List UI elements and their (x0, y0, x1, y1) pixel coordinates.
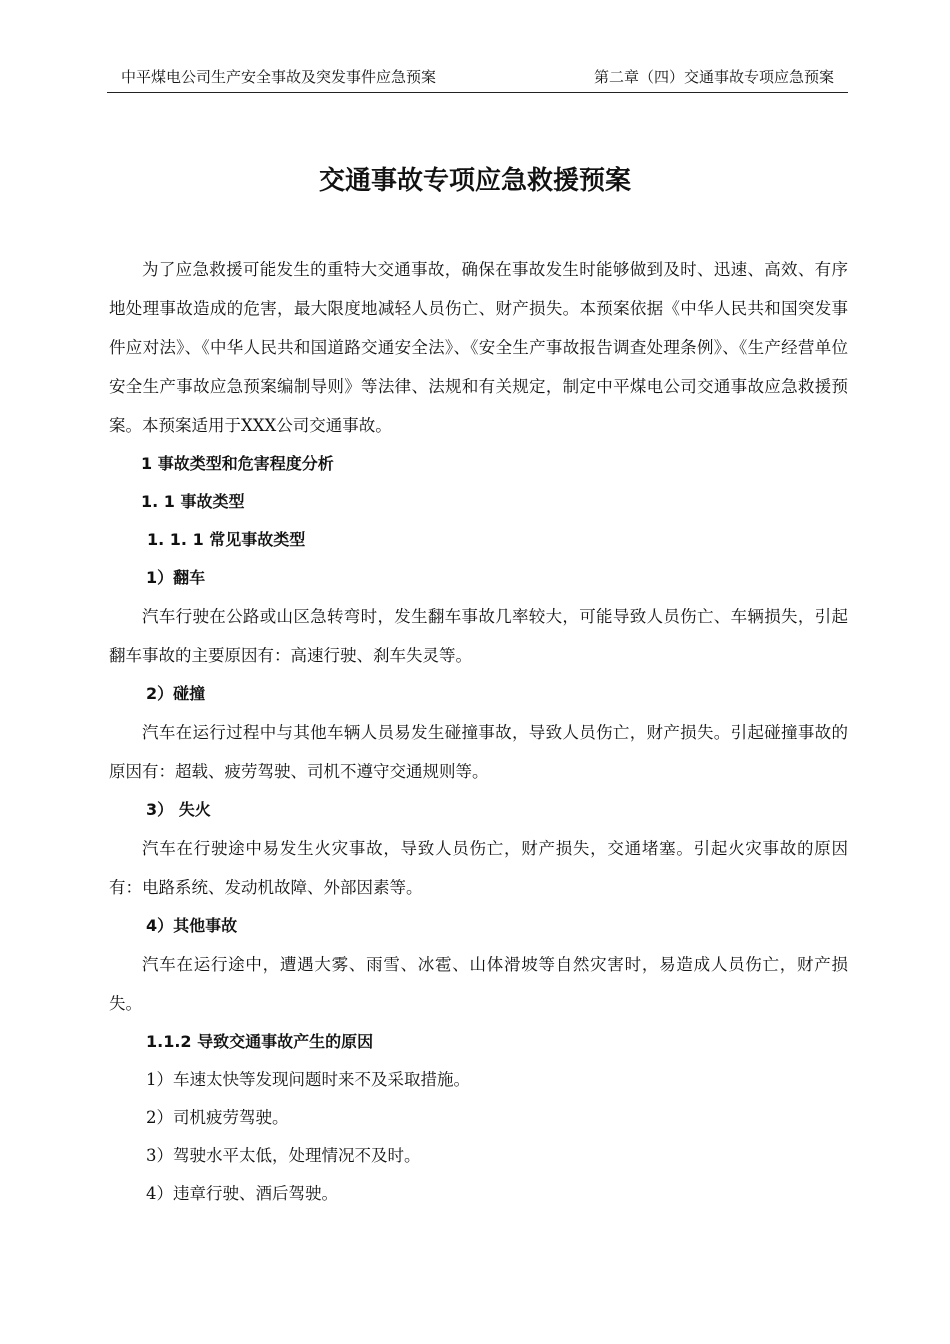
accident-type-heading: 4）其他事故 (146, 916, 238, 935)
header-chapter-title: 第二章（四）交通事故专项应急预案 (593, 68, 834, 86)
accident-type-heading: 1）翻车 (146, 568, 206, 587)
accident-type-heading: 2）碰撞 (146, 684, 206, 703)
subsection-heading: 1. 1 事故类型 (141, 492, 245, 511)
accident-type-heading: 3） 失火 (146, 800, 211, 819)
cause-list-item: 3）驾驶水平太低，处理情况不及时。 (146, 1146, 421, 1165)
page-header (107, 66, 848, 93)
subsubsection-heading: 1. 1. 1 常见事故类型 (147, 530, 306, 549)
accident-type-text: 汽车在运行过程中与其他车辆人员易发生碰撞事故，导致人员伤亡，财产损失。引起碰撞事故的原因有：超载、疲劳驾驶、司机不遵守交通规则等。 (109, 723, 848, 781)
cause-list-item: 2）司机疲劳驾驶。 (146, 1108, 289, 1127)
accident-type-text: 汽车在行驶途中易发生火灾事故，导致人员伤亡，财产损失，交通堵塞。引起火灾事故的原因有：电路系统、发动机故障、外部因素等。 (109, 839, 848, 897)
accident-type-text: 汽车行驶在公路或山区急转弯时，发生翻车事故几率较大，可能导致人员伤亡、车辆损失，引起翻车事故的主要原因有：高速行驶、刹车失灵等。 (109, 607, 848, 665)
header-document-title: 中平煤电公司生产安全事故及突发事件应急预案 (121, 68, 437, 86)
page-title: 交通事故专项应急救援预案 (318, 166, 631, 196)
section-heading: 1 事故类型和危害程度分析 (141, 454, 334, 473)
cause-list-item: 4）违章行驶、酒后驾驶。 (146, 1184, 338, 1203)
intro-paragraph: 为了应急救援可能发生的重特大交通事故，确保在事故发生时能够做到及时、迅速、高效、有序地处理事故造成的危害，最大限度地减轻人员伤亡、财产损失。本预案依据《中华人民共和国突发事件应对法》、《中华人民共和国道路交通安全法》、《安全生产事故报告调查处理条例》、《生产经营单位安全生产事故应急预案编制导则》等法律、法规和有关规定，制定中平煤电公司交通事故应急救援预案。本预案适用于XXX公司交通事故。 (109, 260, 848, 435)
subsubsection-heading: 1.1.2 导致交通事故产生的原因 (146, 1032, 374, 1051)
cause-list-item: 1）车速太快等发现问题时来不及采取措施。 (146, 1070, 470, 1089)
document-body (109, 250, 848, 1213)
accident-type-text: 汽车在运行途中，遭遇大雾、雨雪、冰雹、山体滑坡等自然灾害时，易造成人员伤亡，财产损失。 (109, 955, 848, 1013)
